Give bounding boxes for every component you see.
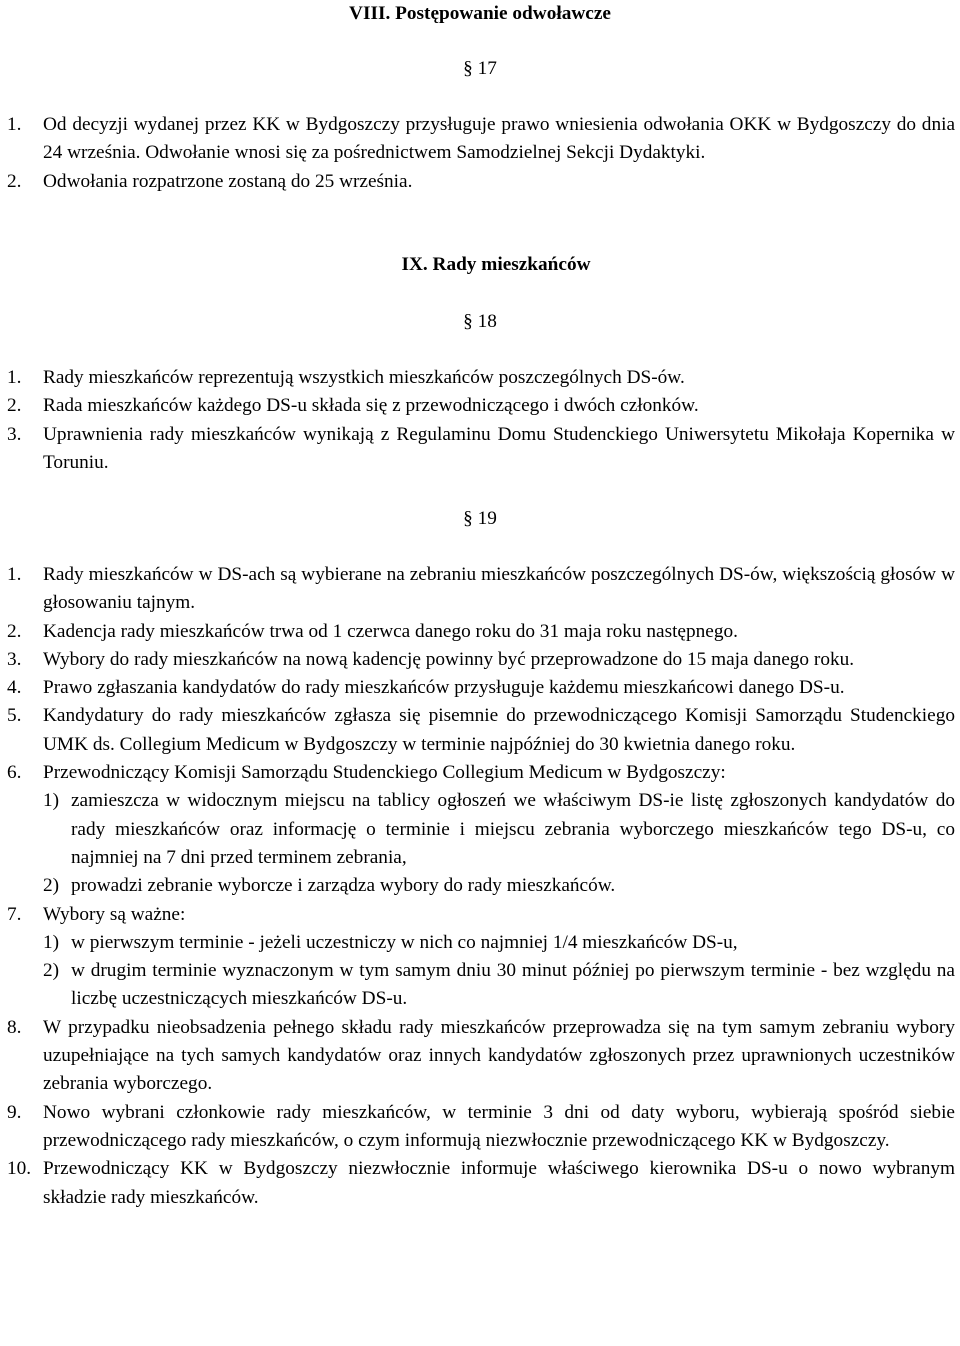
item-body <box>43 646 955 674</box>
sub-item <box>43 957 955 1014</box>
list-item <box>7 111 955 168</box>
item-number: 2. <box>7 620 22 642</box>
sub-item-text: w pierwszym terminie - jeżeli uczestniczy w nich co najmniej 1/4 mieszkańców DS-u, <box>71 931 738 953</box>
item-body <box>43 1014 955 1099</box>
item-text: Przewodniczący Komisji Samorządu Studenckiego Collegium Medicum w Bydgoszczy: <box>43 762 726 784</box>
item-body <box>43 702 955 759</box>
item-text: Prawo zgłaszania kandydatów do rady mieszkańców przysługuje każdemu mieszkańcowi danego DS-u. <box>43 677 845 699</box>
item-text: Przewodniczący KK w Bydgoszczy niezwłocznie informuje właściwego kierownika DS-u o nowo wybranym składzie rady mieszkańców. <box>43 1158 955 1208</box>
item-body <box>43 618 955 646</box>
item-body <box>43 561 955 618</box>
item-text: W przypadku nieobsadzenia pełnego składu rady mieszkańców przeprowadza się na tym samym zebraniu wybory uzupełniające na tych samych kandydatów oraz innych kandydatów zgłoszonych przez uprawnionych uczestników zebrania wyborczego. <box>43 1016 955 1095</box>
sub-item <box>43 929 955 957</box>
item-body <box>43 421 955 478</box>
item-number: 2. <box>7 170 22 192</box>
list-item <box>7 1099 955 1156</box>
sub-item <box>43 872 955 900</box>
list-item <box>7 646 955 674</box>
item-number: 3. <box>7 648 22 670</box>
item-number: 8. <box>7 1016 22 1038</box>
list-item <box>7 702 955 759</box>
item-body <box>43 759 955 900</box>
sub-item-number: 2) <box>43 875 60 897</box>
list-item <box>7 1014 955 1099</box>
item-number: 4. <box>7 677 22 699</box>
list-s18 <box>7 364 955 477</box>
item-text: Rada mieszkańców każdego DS-u składa się z przewodniczącego i dwóch członków. <box>43 395 699 417</box>
list-item <box>7 674 955 702</box>
sub-item-text: zamieszcza w widocznym miejscu na tablicy ogłoszeń we właściwym DS-ie listę zgłoszonych kandydatów do rady mieszkańców oraz informację o terminie i miejscu zebrania wyborczego mieszkańców tego DS-u, co najmniej na 7 dni przed terminem zebrania, <box>71 790 955 868</box>
paragraph-number-19: § 19 <box>463 508 497 529</box>
item-number: 1. <box>7 367 22 388</box>
item-body <box>43 364 955 392</box>
item-text: Odwołania rozpatrzone zostaną do 25 września. <box>43 170 413 192</box>
item-number: 6. <box>7 762 22 784</box>
paragraph-number-17: § 17 <box>463 58 497 79</box>
sub-item-number: 2) <box>43 960 60 982</box>
item-body <box>43 1155 955 1212</box>
sub-item-number: 1) <box>43 790 60 812</box>
item-number: 3. <box>7 423 22 445</box>
item-number: 5. <box>7 705 22 727</box>
item-body <box>43 1099 955 1156</box>
sub-item-text: prowadzi zebranie wyborcze i zarządza wybory do rady mieszkańców. <box>71 875 616 897</box>
list-item <box>7 364 955 392</box>
item-text: Od decyzji wydanej przez KK w Bydgoszczy przysługuje prawo wniesienia odwołania OKK w Bydgoszczy do dnia 24 września. Odwołanie wnosi się za pośrednictwem Samodzielnej Sekcji Dydaktyki. <box>43 114 955 164</box>
list-item <box>7 392 955 420</box>
sub-item <box>43 787 955 872</box>
item-body <box>43 111 955 168</box>
section-heading-viii: VIII. Postępowanie odwoławcze <box>349 3 611 24</box>
item-body <box>43 392 955 420</box>
item-text: Kadencja rady mieszkańców trwa od 1 czerwca danego roku do 31 maja roku następnego. <box>43 620 738 642</box>
list-item <box>7 421 955 478</box>
item-text: Uprawnienia rady mieszkańców wynikają z Regulaminu Domu Studenckiego Uniwersytetu Mikołaja Kopernika w Toruniu. <box>43 423 955 473</box>
list-item <box>7 168 955 196</box>
item-number: 9. <box>7 1101 22 1123</box>
item-number: 2. <box>7 395 22 417</box>
list-s19 <box>7 561 955 1212</box>
item-text: Nowo wybrani członkowie rady mieszkańców, w terminie 3 dni od daty wyboru, wybierają spośród siebie przewodniczącego rady mieszkańców, o czym informują niezwłocznie przewodniczącego KK w Bydgoszczy. <box>43 1101 955 1151</box>
item-text: Wybory do rady mieszkańców na nową kadencję powinny być przeprowadzone do 15 maja danego roku. <box>43 648 855 670</box>
item-text: Wybory są ważne: <box>43 903 186 925</box>
sub-item-text: w drugim terminie wyznaczonym w tym samym dniu 30 minut później po pierwszym terminie - bez względu na liczbę uczestniczących mieszkańców DS-u. <box>71 960 955 1010</box>
item-number: 10. <box>7 1158 32 1180</box>
paragraph-number-18: § 18 <box>463 311 497 332</box>
list-item <box>7 618 955 646</box>
item-text: Kandydatury do rady mieszkańców zgłasza się pisemnie do przewodniczącego Komisji Samorządu Studenckiego UMK ds. Collegium Medicum w Bydgoszczy w terminie najpóźniej do 30 kwietnia danego roku. <box>43 705 955 755</box>
list-item <box>7 561 955 618</box>
item-number: 1. <box>7 564 22 585</box>
list-item <box>7 901 955 1014</box>
list-item <box>7 759 955 900</box>
item-text: Rady mieszkańców w DS-ach są wybierane na zebraniu mieszkańców poszczególnych DS-ów, większością głosów w głosowaniu tajnym. <box>43 564 955 614</box>
item-body <box>43 168 955 196</box>
item-number: 1. <box>7 114 22 135</box>
item-number: 7. <box>7 903 22 925</box>
sub-item-number: 1) <box>43 931 60 953</box>
list-s8 <box>7 111 955 196</box>
list-item <box>7 1155 955 1212</box>
item-text: Rady mieszkańców reprezentują wszystkich mieszkańców poszczególnych DS-ów. <box>43 367 685 388</box>
item-body <box>43 901 955 1014</box>
section-heading-ix: IX. Rady mieszkańców <box>401 254 591 275</box>
item-body <box>43 674 955 702</box>
